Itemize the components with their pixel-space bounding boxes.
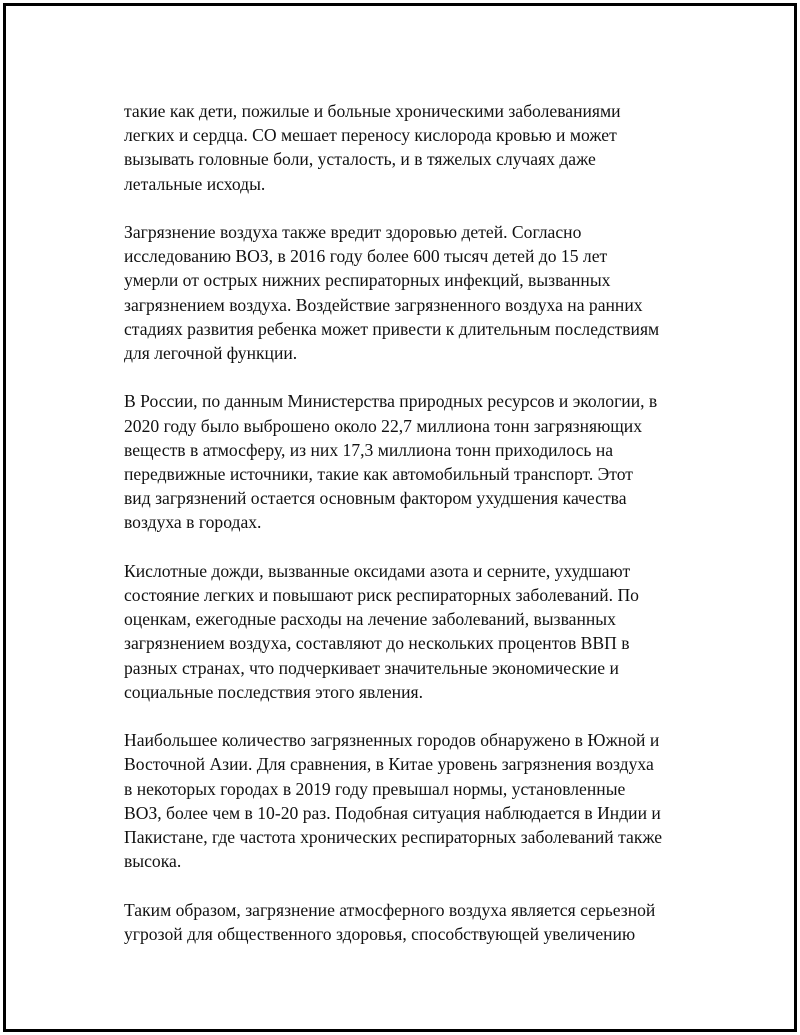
paragraph: такие как дети, пожилые и больные хроническими заболеваниями легких и сердца. CO мешает переносу кислорода кровью и может вызывать головные боли, усталость, и в тяжелых случаях даже летальные исходы.	[124, 101, 621, 194]
document-body	[124, 99, 699, 970]
paragraph: Таким образом, загрязнение атмосферного воздуха является серьезной угрозой для общественного здоровья, способствующей увеличению	[124, 899, 656, 944]
paragraph: Кислотные дожди, вызванные оксидами азота и серните, ухудшают состояние легких и повышают риск респираторных заболеваний. По оценкам, ежегодные расходы на лечение заболеваний, вызванных загрязнением воздуха, составляют до нескольких процентов ВВП в разных странах, что подчеркивает значительные экономические и социальные последствия этого явления.	[124, 560, 639, 702]
paragraph: Наибольшее количество загрязненных городов обнаружено в Южной и Восточной Азии. Для сравнения, в Китае уровень загрязнения воздуха в некоторых городах в 2019 году превышал нормы, установленные ВОЗ, более чем в 10-20 раз. Подобная ситуация наблюдается в Индии и Пакистане, где частота хронических респираторных заболеваний также высока.	[124, 730, 663, 872]
page-frame	[3, 3, 797, 1032]
paragraph: Загрязнение воздуха также вредит здоровью детей. Согласно исследованию ВОЗ, в 2016 году более 600 тысяч детей до 15 лет умерли от острых нижних респираторных инфекций, вызванных загрязнением воздуха. Воздействие загрязненного воздуха на ранних стадиях развития ребенка может привести к длительным последствиям для легочной функции.	[124, 222, 660, 364]
paragraph: В России, по данным Министерства природных ресурсов и экологии, в 2020 году было выброшено около 22,7 миллиона тонн загрязняющих веществ в атмосферу, из них 17,3 миллиона тонн приходилось на передвижные источники, такие как автомобильный транспорт. Этот вид загрязнений остается основным фактором ухудшения качества воздуха в городах.	[124, 391, 658, 533]
